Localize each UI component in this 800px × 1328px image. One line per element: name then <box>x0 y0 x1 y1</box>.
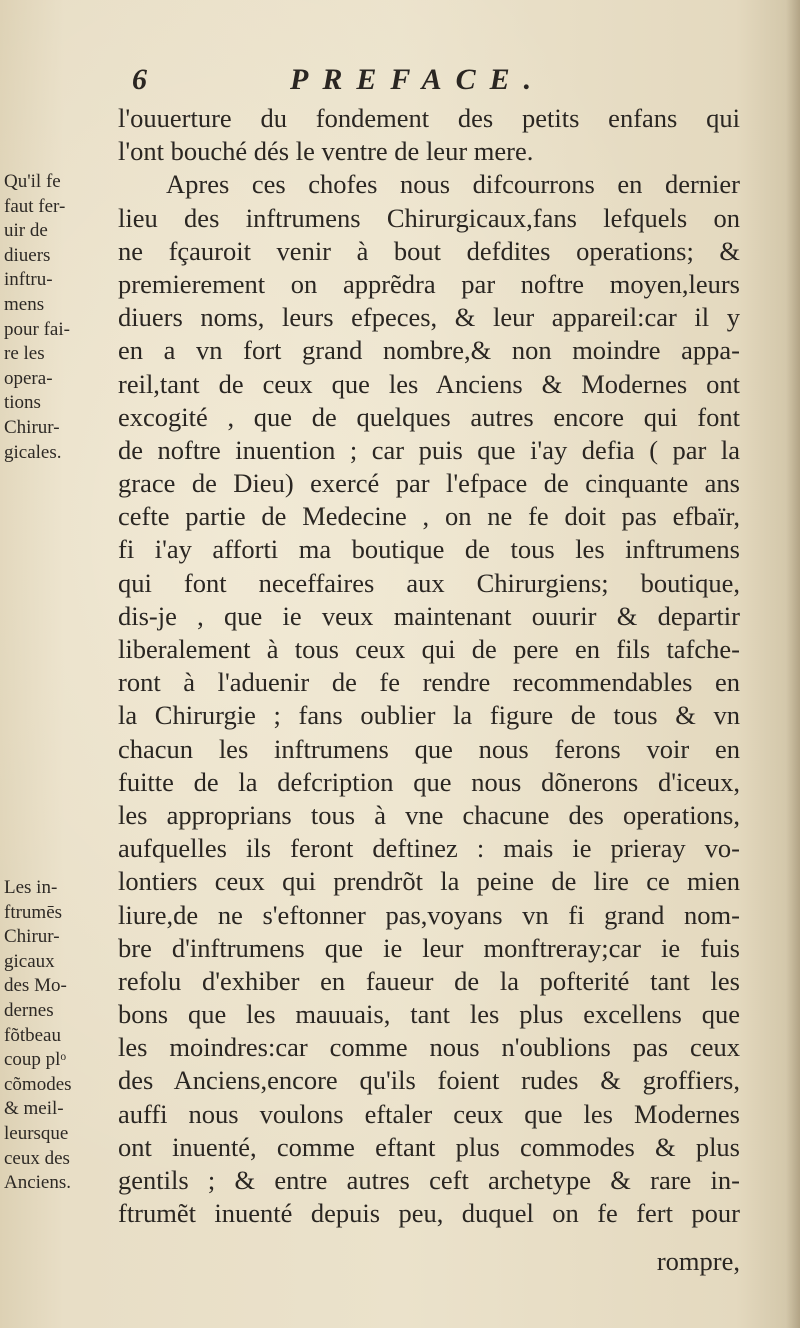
text-line: liure,de ne s'eftonner pas,voyans vn fi grand nom- <box>118 899 740 930</box>
margin-note-line: gicaux <box>4 950 55 972</box>
text-line: diuers noms, leurs efpeces, & leur appareil:car il y <box>118 302 740 333</box>
margin-note-line: uir de <box>4 220 48 242</box>
margin-note-line: tions <box>4 392 41 414</box>
margin-note-line: leursque <box>4 1122 69 1144</box>
margin-note-line: ceux des <box>4 1147 70 1169</box>
page-header <box>132 62 602 102</box>
margin-note-line: mens <box>4 293 45 315</box>
margin-note-line: ftrumēs <box>4 901 63 923</box>
text-line: Apres ces chofes nous difcourrons en dernier <box>166 169 740 200</box>
text-line: chacun les inftrumens que nous ferons voir en <box>118 733 740 764</box>
text-line: la Chirurgie ; fans oublier la figure de tous & vn <box>118 700 740 731</box>
margin-note-line: inftru- <box>4 269 53 291</box>
margin-note-line: Les in- <box>4 877 58 898</box>
text-line: gentils ; & entre autres ceft archetype & rare in- <box>118 1165 740 1195</box>
text-line: les approprians tous à vne chacune des operations, <box>118 799 740 830</box>
margin-note-line: & meil- <box>4 1098 64 1120</box>
text-line: les moindres:car comme nous n'oublions pas ceux <box>118 1032 740 1063</box>
text-line: ne fçauroit venir à bout defdites operations; & <box>118 235 740 266</box>
margin-note-line: des Mo- <box>4 975 67 997</box>
text-line: premierement on apprẽdra par noftre moyen,leurs <box>118 268 740 299</box>
text-line: de noftre inuention ; car puis que i'ay defia ( par la <box>118 434 740 465</box>
text-line: ont inuenté, comme eftant plus commodes & plus <box>118 1131 740 1162</box>
text-line: lieu des inftrumens Chirurgicaux,fans lefquels on <box>118 202 740 233</box>
text-line: l'ouuerture du fondement des petits enfans qui <box>118 103 740 133</box>
text-line: grace de Dieu) exercé par l'efpace de cinquante ans <box>118 468 740 499</box>
margin-note <box>4 170 116 465</box>
text-line: reil,tant de ceux que les Anciens & Modernes ont <box>118 368 740 399</box>
margin-note-line: cõmodes <box>4 1073 72 1095</box>
page-edge-shadow <box>786 0 800 1328</box>
margin-note-line: gicales. <box>4 441 62 463</box>
text-line: cefte partie de Medecine , on ne fe doit pas efbaïr, <box>118 501 740 532</box>
margin-note-line: diuers <box>4 244 51 266</box>
text-line: aufquelles ils feront deftinez : mais ie prieray vo- <box>118 833 740 864</box>
text-line: ftrumẽt inuenté depuis peu, duquel on fe fert pour <box>118 1198 740 1229</box>
text-line: fuitte de la defcription que nous dõnerons d'iceux, <box>118 766 740 797</box>
text-line: liberalement à tous ceux qui de pere en fils tafche- <box>118 634 740 664</box>
catchword: rompre, <box>656 1246 740 1276</box>
text-line: en a vn fort grand nombre,& non moindre appa- <box>118 335 740 366</box>
margin-note-line: opera- <box>4 367 53 389</box>
margin-note-line: coup plᵒ <box>4 1049 66 1071</box>
text-line: bons que les mauuais, tant les plus excellens que <box>118 999 740 1030</box>
margin-note-line: dernes <box>4 999 54 1021</box>
text-line: ront à l'aduenir de fe rendre recommendables en <box>118 667 740 698</box>
text-line: auffi nous voulons eftaler ceux que les Modernes <box>118 1098 740 1129</box>
text-line: excogité , que de quelques autres encore qui font <box>118 401 740 432</box>
body-text <box>118 102 740 1230</box>
margin-note-line: Chirur- <box>4 416 60 438</box>
margin-note-line: faut fer- <box>4 195 66 217</box>
margin-note-line: Qu'il fe <box>4 171 61 192</box>
text-line: qui font neceffaires aux Chirurgiens; boutique, <box>118 567 740 598</box>
text-line: dis-je , que ie veux maintenant ouurir & departir <box>118 600 740 631</box>
text-line: des Anciens,encore qu'ils foient rudes & groffiers, <box>118 1065 740 1096</box>
margin-note-line: fõtbeau <box>4 1024 61 1046</box>
margin-note <box>4 876 116 1196</box>
margin-note-line: pour fai- <box>4 318 70 340</box>
text-line: lontiers ceux qui prendrõt la peine de lire ce mien <box>118 866 740 897</box>
text-line: bre d'inftrumens que ie leur monftreray;car ie fuis <box>118 932 740 963</box>
margin-note-line: Anciens. <box>4 1172 72 1194</box>
page-number: 6 <box>132 63 147 96</box>
text-line: fi i'ay afforti ma boutique de tous les inftrumens <box>118 534 740 565</box>
text-line: l'ont bouché dés le ventre de leur mere. <box>118 136 534 167</box>
text-line: refolu d'exhiber en faueur de la pofterité tant les <box>118 965 740 996</box>
running-title: PREFACE. <box>290 63 546 96</box>
margin-note-line: Chirur- <box>4 926 60 948</box>
margin-note-line: re les <box>4 343 45 365</box>
